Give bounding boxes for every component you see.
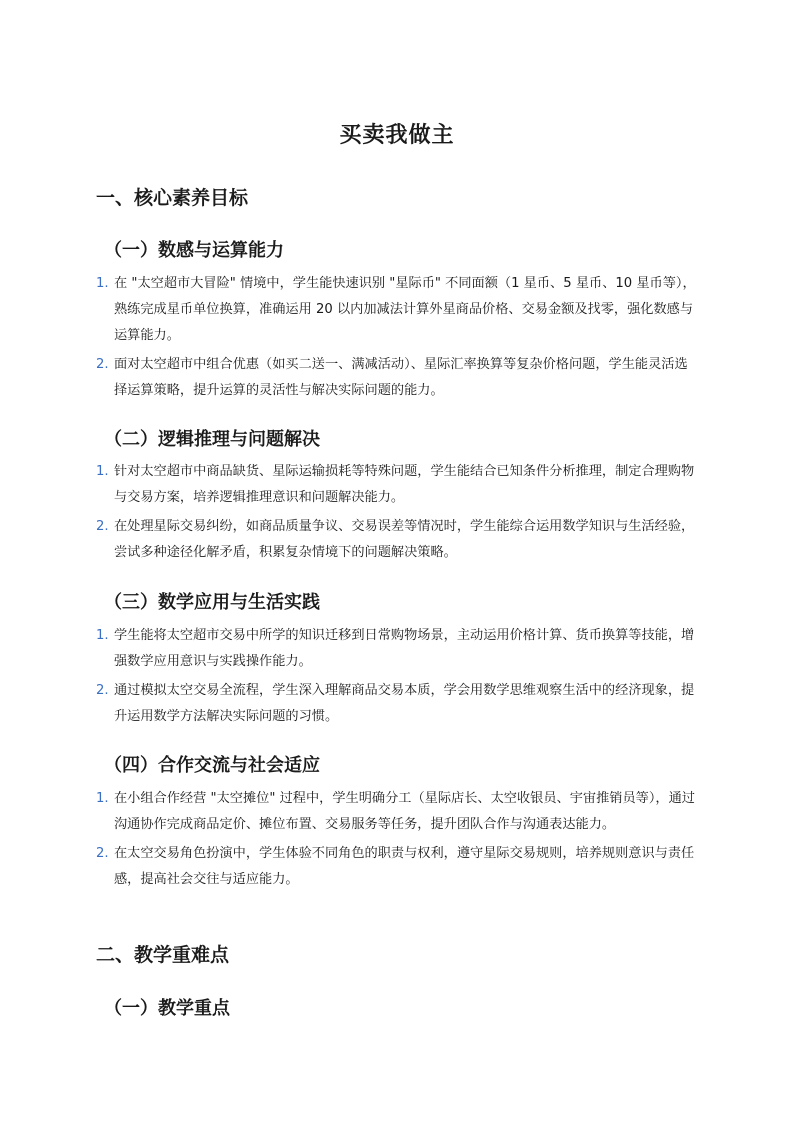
list-number: 2. xyxy=(96,683,109,698)
list-number: 2. xyxy=(96,846,109,861)
subsection-heading-number-sense: （一）数感与运算能力 xyxy=(104,240,284,261)
list-item: 1. 在小组合作经营 "太空摊位" 过程中，学生明确分工（星际店长、太空收银员、宇宙推销员等），通过沟通协作完成商品定价、摊位布置、交易服务等任务，提升团队合作与沟通表达能力。 xyxy=(96,786,700,838)
list-item: 2. 面对太空超市中组合优惠（如买二送一、满减活动）、星际汇率换算等复杂价格问题，学生能灵活选择运算策略，提升运算的灵活性与解决实际问题的能力。 xyxy=(96,352,700,404)
application-list xyxy=(96,623,700,733)
list-number: 1. xyxy=(96,791,109,806)
list-item: 1. 学生能将太空超市交易中所学的知识迁移到日常购物场景，主动运用价格计算、货币换算等技能，增强数学应用意识与实践操作能力。 xyxy=(96,623,700,675)
list-item: 2. 在太空交易角色扮演中，学生体验不同角色的职责与权利，遵守星际交易规则，培养规则意识与责任感，提高社会交往与适应能力。 xyxy=(96,841,700,893)
logic-list xyxy=(96,459,700,569)
subsection-heading-teaching-focus: （一）教学重点 xyxy=(104,998,230,1019)
list-number: 2. xyxy=(96,357,109,372)
list-number: 1. xyxy=(96,464,109,479)
list-item: 1. 在 "太空超市大冒险" 情境中，学生能快速识别 "星际币" 不同面额（1 星币、5 星币、10 星币等），熟练完成星币单位换算，准确运用 20 以内加减法计算外星商品价格、交易金额及找零，强化数感与运算能力。 xyxy=(96,271,700,349)
list-number: 2. xyxy=(96,519,109,534)
list-number: 1. xyxy=(96,276,109,291)
section-heading-key-difficulties: 二、教学重难点 xyxy=(96,944,230,966)
subsection-heading-cooperation: （四）合作交流与社会适应 xyxy=(104,755,320,776)
number-sense-list xyxy=(96,271,700,407)
subsection-heading-logic: （二）逻辑推理与问题解决 xyxy=(104,429,320,450)
subsection-heading-application: （三）数学应用与生活实践 xyxy=(104,592,320,613)
list-number: 1. xyxy=(96,628,109,643)
list-item: 1. 针对太空超市中商品缺货、星际运输损耗等特殊问题，学生能结合已知条件分析推理，制定合理购物与交易方案，培养逻辑推理意识和问题解决能力。 xyxy=(96,459,700,511)
section-heading-core-goals: 一、核心素养目标 xyxy=(96,187,249,209)
page-title: 买卖我做主 xyxy=(339,123,455,148)
list-item: 2. 在处理星际交易纠纷，如商品质量争议、交易误差等情况时，学生能综合运用数学知识与生活经验，尝试多种途径化解矛盾，积累复杂情境下的问题解决策略。 xyxy=(96,514,700,566)
cooperation-list xyxy=(96,786,700,896)
list-item: 2. 通过模拟太空交易全流程，学生深入理解商品交易本质，学会用数学思维观察生活中的经济现象，提升运用数学方法解决实际问题的习惯。 xyxy=(96,678,700,730)
